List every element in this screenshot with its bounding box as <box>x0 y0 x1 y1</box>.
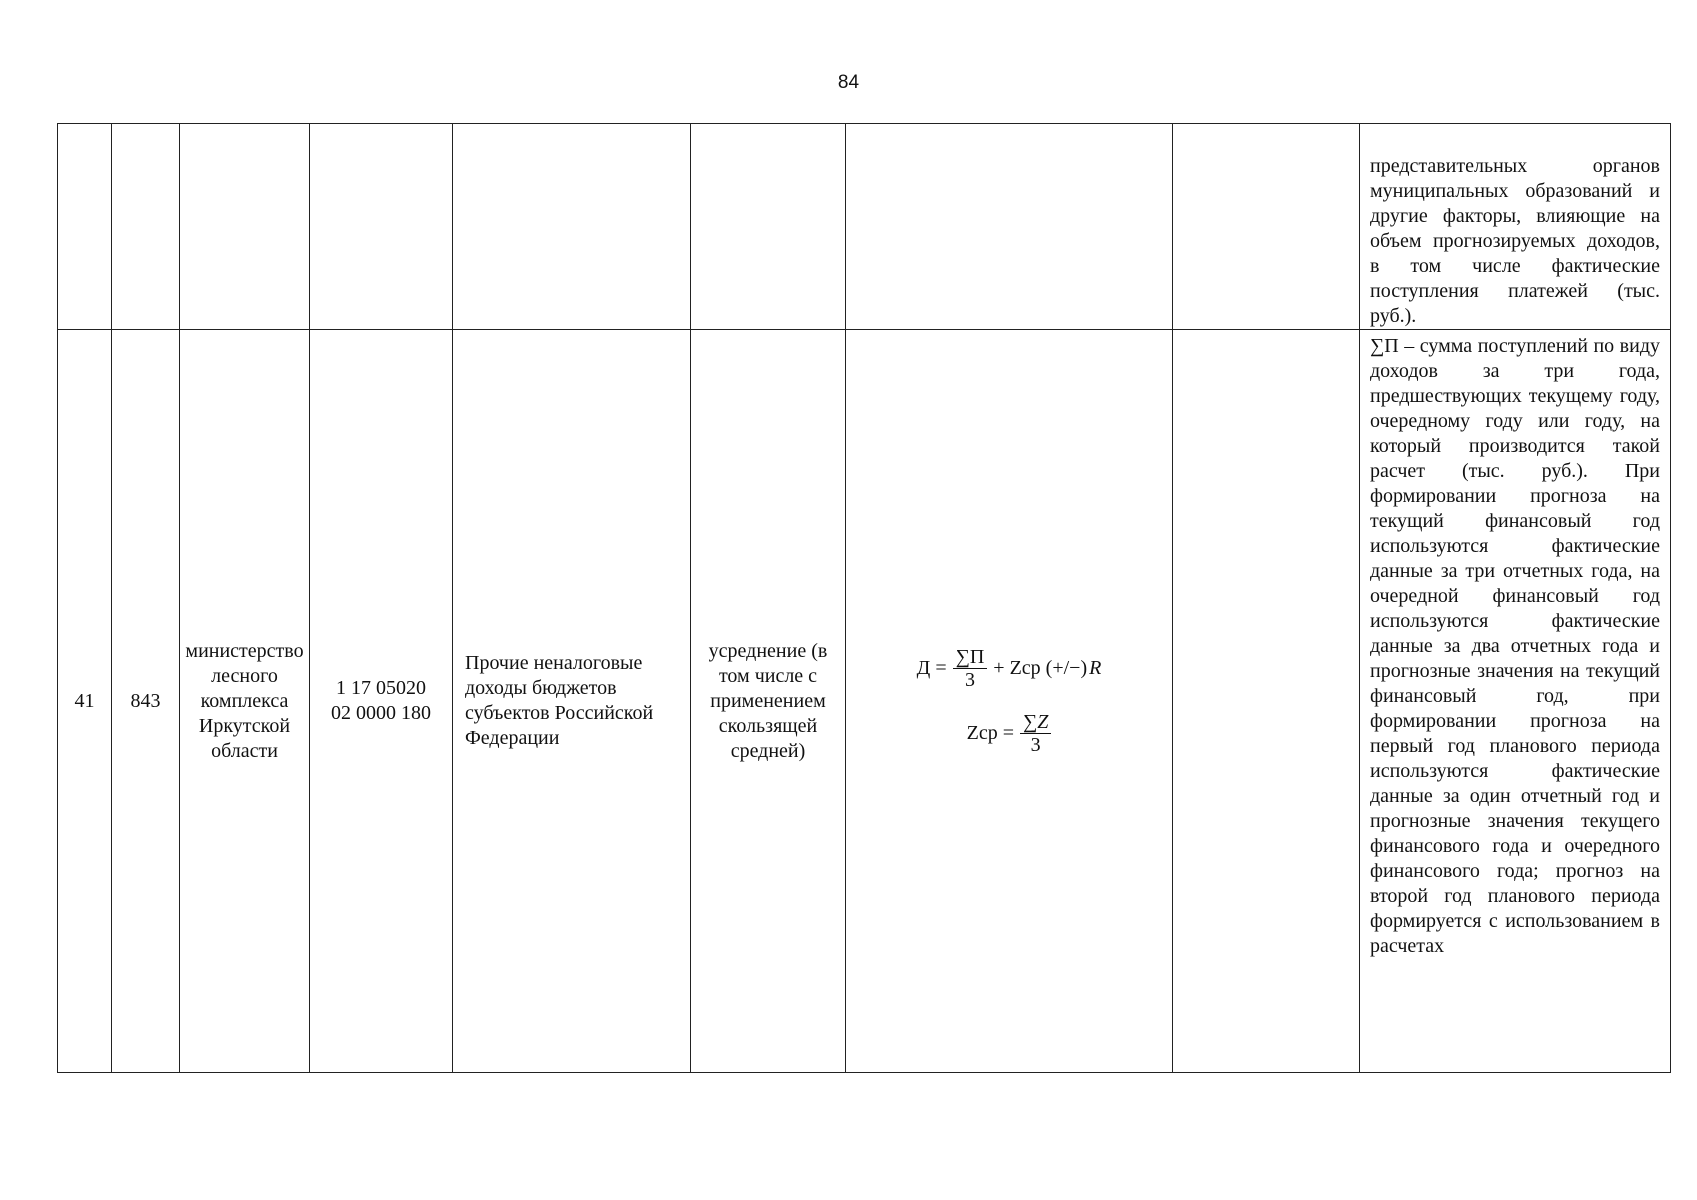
cell-income-name-continued <box>453 124 691 330</box>
cell-administrator-continued <box>180 124 310 330</box>
cell-notes-continued: представительных органов муниципальных образований и другие факторы, влияющие на объем прогнозируемых доходов, в том числе фактические поступления платежей (тыс. руб.). <box>1360 124 1671 330</box>
methodology-table <box>57 123 1671 1073</box>
formula-z <box>846 711 1172 756</box>
cell-row-number: 41 <box>58 330 112 1073</box>
cell-income-name: Прочие неналоговые доходы бюджетов субъектов Российской Федерации <box>453 330 691 1073</box>
cell-empty-continued <box>1173 124 1360 330</box>
cell-method-continued <box>691 124 846 330</box>
cell-empty <box>1173 330 1360 1073</box>
cell-kbk <box>310 330 453 1073</box>
formula-z-fraction <box>1020 711 1051 756</box>
formula-z-lhs: Zср = <box>966 722 1014 744</box>
cell-formula-continued <box>846 124 1173 330</box>
formula-d-fraction <box>953 646 988 691</box>
formula-d-lhs: Д = <box>916 657 947 679</box>
cell-administrator: министерство лесного комплекса Иркутской области <box>180 330 310 1073</box>
cell-admin-code: 843 <box>112 330 180 1073</box>
formula-z-sigma: ∑ <box>1022 711 1038 733</box>
formula-d-numerator: ∑П <box>953 646 988 669</box>
formula-d-rest: + Zср (+/−) <box>993 657 1088 679</box>
cell-number-continued <box>58 124 112 330</box>
cell-code-continued <box>112 124 180 330</box>
page-number: 84 <box>837 72 860 93</box>
kbk-line-1: 1 17 05020 <box>336 677 426 699</box>
formula-d-denominator: 3 <box>964 669 975 691</box>
formula-d-r: R <box>1089 657 1102 679</box>
formula-z-numerator <box>1020 711 1051 734</box>
kbk-line-2: 02 0000 180 <box>331 702 431 724</box>
cell-method: усреднение (в том числе с применением скользящей средней) <box>691 330 846 1073</box>
cell-notes: ∑П – сумма поступлений по виду доходов за три года, предшествующих текущему году, очередному году или году, на который производится такой расчет (тыс. руб.). При формировании прогноза на текущий финансовый год используются фактические данные за три отчетных года, на очередной финансовый год используются фактические данные за два отчетных года и прогнозные значения на текущий финансовый год, при формировании прогноза на первый год планового периода используются фактические данные за один отчетный год и прогнозные значения текущего финансового года и очередного финансового года; прогноз на второй год планового периода формируется с использованием в расчетах <box>1360 330 1671 1073</box>
formula-z-var: Z <box>1037 711 1049 733</box>
cell-formula <box>846 330 1173 1073</box>
formula-d <box>846 646 1172 691</box>
table-row <box>58 124 1671 330</box>
cell-kbk-continued <box>310 124 453 330</box>
table-row <box>58 330 1671 1073</box>
formula-z-denominator: 3 <box>1030 734 1041 756</box>
